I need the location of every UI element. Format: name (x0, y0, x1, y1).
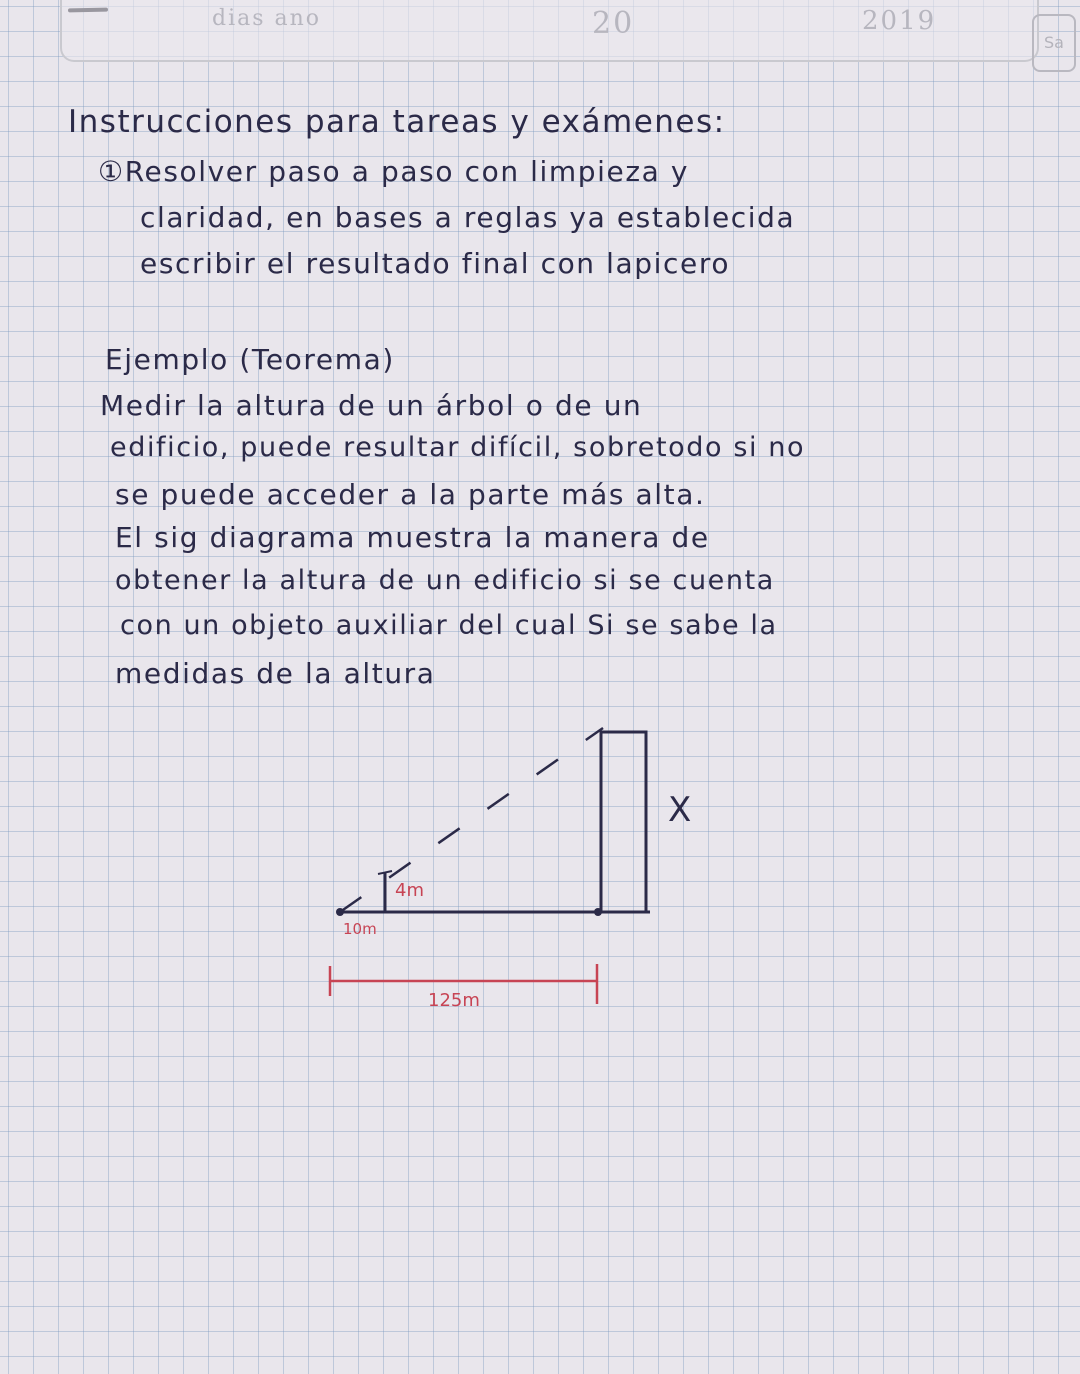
example-line-1: Medir la altura de un árbol o de un (100, 389, 643, 422)
building-base-point (594, 908, 602, 916)
example-line-4: El sig diagrama muestra la manera de (115, 521, 710, 554)
building-outline (601, 732, 646, 912)
example-line-3: se puede acceder a la parte más alta. (115, 478, 706, 511)
header-field-days: dias ano (212, 6, 322, 31)
example-line-7: medidas de la altura (115, 657, 436, 690)
header-field-year: 2019 (862, 6, 937, 36)
example-heading: Ejemplo (Teorema) (105, 343, 395, 376)
instructions-line-3: escribir el resultado final con lapicero (140, 247, 731, 280)
instructions-line-1: ①Resolver paso a paso con limpieza y (98, 155, 690, 188)
example-line-2: edificio, puede resultar difícil, sobretodo si no (110, 432, 806, 463)
sight-line (340, 728, 603, 912)
total-distance-label: 125m (428, 990, 480, 1011)
object-height-label: 4m (395, 880, 424, 901)
instructions-line-2: claridad, en bases a reglas ya establecida (140, 201, 796, 234)
header-corner-box: Sa (1032, 14, 1076, 72)
instructions-title: Instrucciones para tareas y exámenes: (68, 104, 726, 140)
unknown-height-label: X (668, 790, 692, 830)
example-line-5: obtener la altura de un edificio si se cuenta (115, 565, 775, 596)
header-field-number: 20 (592, 6, 635, 41)
object-distance-label: 10m (343, 920, 377, 938)
example-line-6: con un objeto auxiliar del cual Si se sabe la (120, 610, 778, 641)
